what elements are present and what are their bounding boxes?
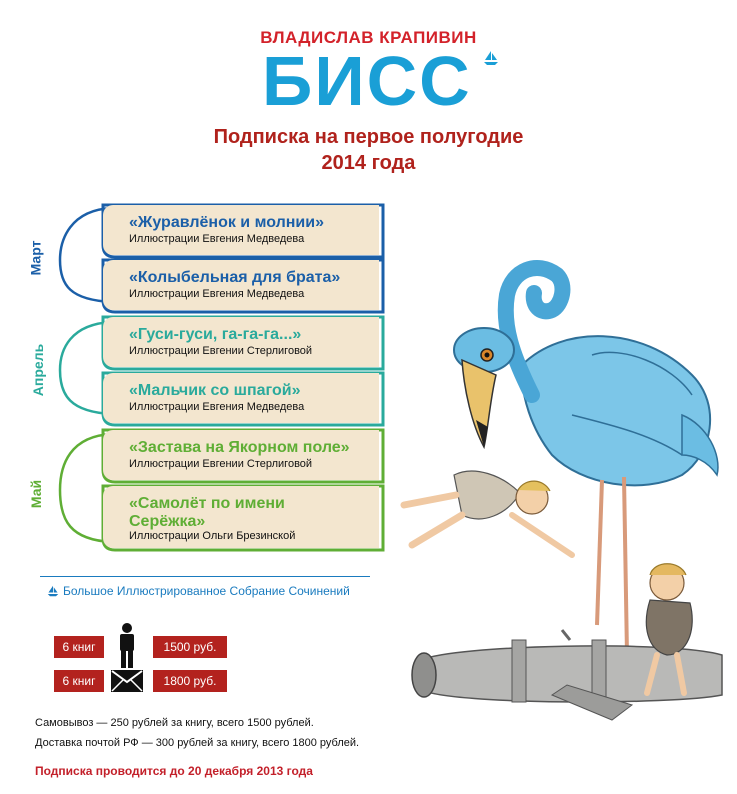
person-icon (117, 623, 137, 669)
boat-icon (483, 50, 499, 66)
series-name: Большое Иллюстрированное Собрание Сочинений (63, 584, 350, 598)
book-item (103, 260, 379, 310)
book-title (129, 495, 285, 531)
mail-note: Доставка почтой РФ — 300 рублей за книгу, всего 1800 рублей. (35, 737, 360, 749)
book-item (103, 486, 379, 548)
logo-text: БИСС (262, 42, 472, 120)
pickup-books-tag: 6 книг (54, 636, 104, 658)
book-illustrator: Иллюстрации Евгения Медведева (129, 401, 305, 413)
month-april: Апрель (30, 343, 47, 397)
biss-logo (262, 42, 492, 120)
book-title-line-1: «Самолёт по имени (129, 495, 285, 512)
mail-price-tag: 1800 руб. (153, 670, 227, 692)
book-title-line-2: Серёжка» (129, 513, 206, 530)
month-may: Май (28, 479, 45, 509)
envelope-icon (111, 670, 143, 692)
book-title: «Мальчик со шпагой» (129, 382, 301, 399)
pickup-note: Самовывоз — 250 рублей за книгу, всего 1500 рублей. (35, 717, 314, 729)
flamingo-cannon-illustration (392, 215, 737, 750)
pickup-price-tag: 1500 руб. (153, 636, 227, 658)
book-title: «Застава на Якорном поле» (129, 439, 350, 456)
author-name: ВЛАДИСЛАВ КРАПИВИН (260, 28, 477, 47)
book-illustrator: Иллюстрации Евгения Медведева (129, 233, 305, 245)
book-item (103, 430, 379, 480)
subtitle-line-1: Подписка на первое полугодие (213, 126, 524, 148)
book-item (103, 205, 379, 255)
book-illustrator: Иллюстрации Евгения Медведева (129, 288, 305, 300)
book-item (103, 317, 379, 367)
book-title: «Гуси-гуси, га-га-га...» (129, 326, 302, 343)
boat-icon (47, 585, 59, 597)
book-illustrator: Иллюстрации Евгении Стерлиговой (129, 345, 313, 357)
subtitle-line-2: 2014 года (321, 152, 416, 174)
deadline-note: Подписка проводится до 20 декабря 2013 года (35, 764, 313, 778)
book-illustrator: Иллюстрации Евгении Стерлиговой (129, 458, 313, 470)
mail-books-tag: 6 книг (54, 670, 104, 692)
month-march: Март (27, 240, 44, 276)
book-item (103, 373, 379, 423)
series-divider (40, 576, 370, 577)
book-illustrator: Иллюстрации Ольги Брезинской (129, 530, 296, 542)
book-title: «Журавлёнок и молнии» (129, 214, 324, 231)
book-title: «Колыбельная для брата» (129, 269, 341, 286)
subscription-title (0, 124, 737, 176)
